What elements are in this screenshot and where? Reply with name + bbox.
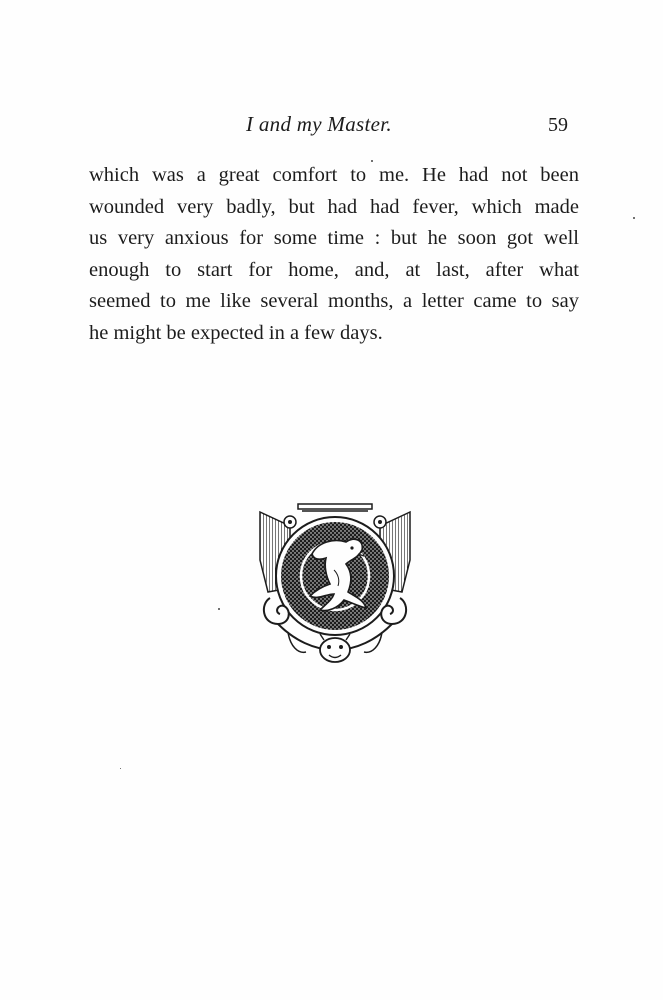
text-line: us very anxious for some time : but he soon got well (89, 227, 579, 250)
body-paragraph (89, 160, 579, 350)
text-line: enough to start for home, and, at last, after what (89, 258, 579, 281)
text-line: seemed to me like several months, a letter came to say (89, 290, 579, 313)
paper-speck (218, 608, 220, 610)
running-title: I and my Master. (246, 112, 392, 136)
text-line: wounded very badly, but had had fever, which made (89, 195, 579, 218)
running-head (0, 112, 663, 144)
paper-speck (371, 160, 373, 162)
text-line: he might be expected in a few days. (89, 321, 383, 344)
page-number: 59 (548, 114, 568, 136)
text-line: which was a great comfort to me. He had not been (89, 164, 579, 186)
heraldic-lion-crest-icon (254, 500, 416, 670)
paper-speck (633, 217, 635, 219)
paper-speck (120, 768, 121, 769)
